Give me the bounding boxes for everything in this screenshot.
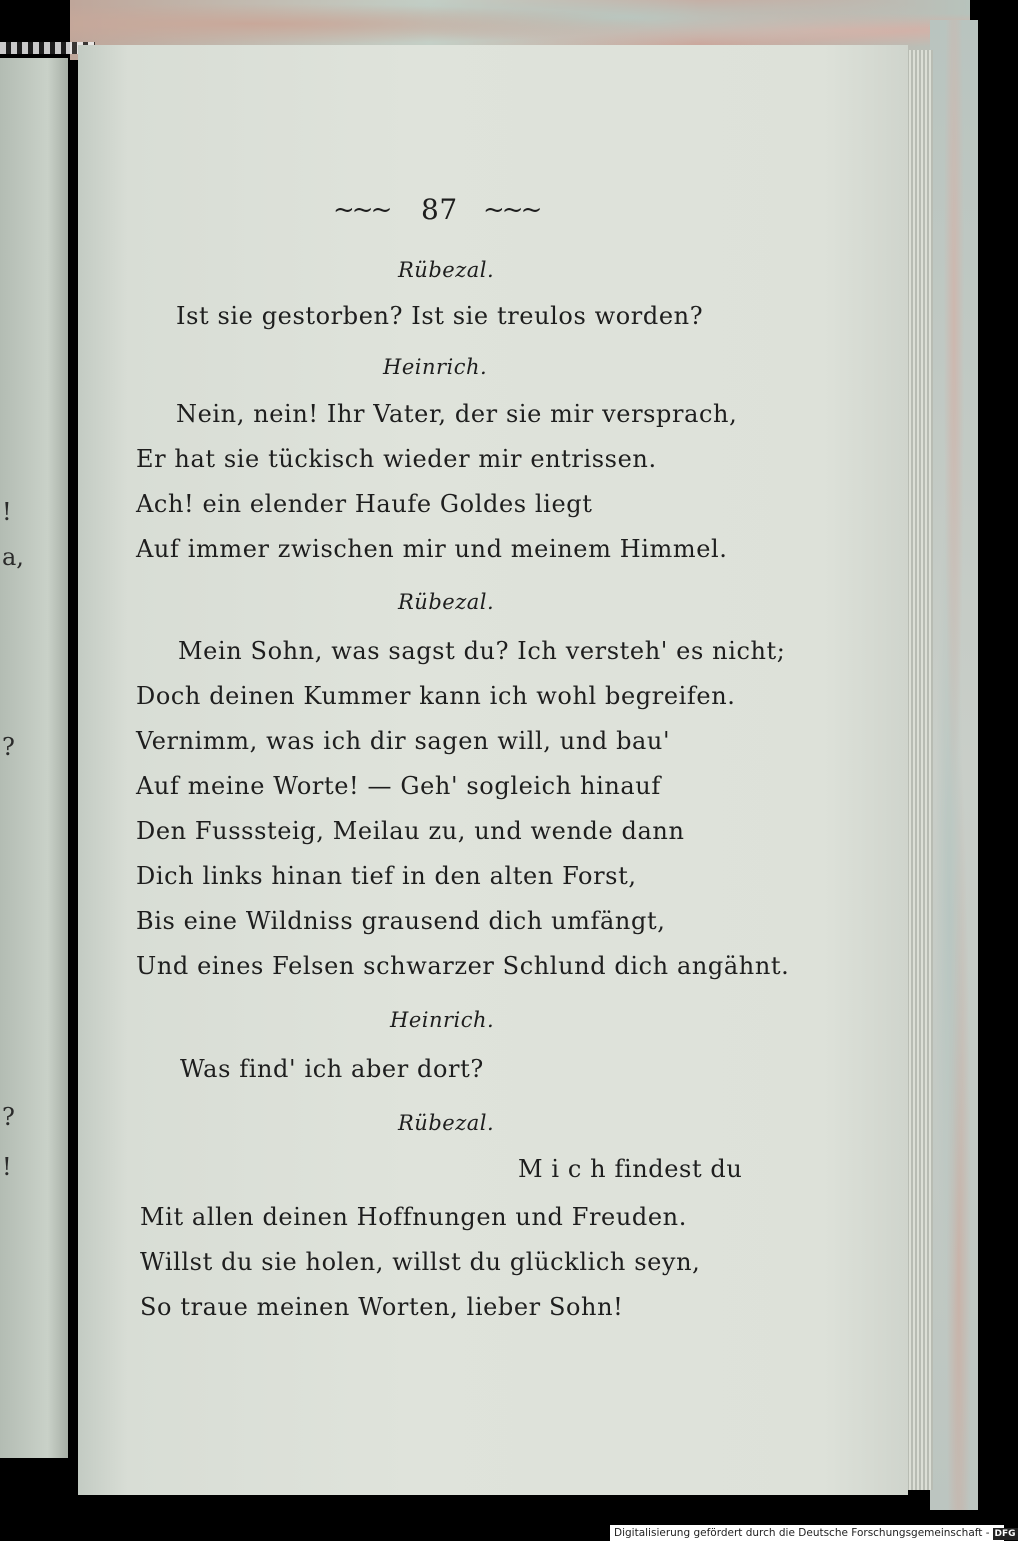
marbled-cover-right (930, 20, 978, 1510)
verse-line: Willst du sie holen, willst du glücklich seyn, (140, 1248, 701, 1276)
page-number: 87 (421, 193, 458, 226)
verse-line: Doch deinen Kummer kann ich wohl begreifen. (136, 682, 736, 710)
left-page-char: ! (2, 1153, 12, 1181)
ornament-right: ~~~ (483, 195, 540, 225)
credit-text: Digitalisierung gefördert durch die Deutsche Forschungsgemeinschaft - (614, 1527, 990, 1539)
page-fore-edge (905, 50, 933, 1490)
verse-line: Dich links hinan tief in den alten Forst, (136, 862, 637, 890)
verse-line: Nein, nein! Ihr Vater, der sie mir versprach, (176, 400, 738, 428)
verse-line: Auf meine Worte! — Geh' sogleich hinauf (136, 772, 661, 800)
speaker-name: Rübezal. (398, 258, 495, 282)
ornament-left: ~~~ (333, 195, 390, 225)
left-page-char: ! (2, 498, 12, 526)
book-page (78, 45, 908, 1495)
verse-line: So traue meinen Worten, lieber Sohn! (140, 1293, 624, 1321)
verse-line: Mit allen deinen Hoffnungen und Freuden. (140, 1203, 687, 1231)
left-page-char: a, (2, 543, 24, 571)
verse-line: Mein Sohn, was sagst du? Ich versteh' es nicht; (178, 637, 786, 665)
dfg-logo: DFG (994, 1529, 1016, 1539)
verse-line: Er hat sie tückisch wieder mir entrissen. (136, 445, 657, 473)
speaker-name: Rübezal. (398, 590, 495, 614)
verse-line: Bis eine Wildniss grausend dich umfängt, (136, 907, 666, 935)
speaker-name: Rübezal. (398, 1111, 495, 1135)
verse-line: Vernimm, was ich dir sagen will, und bau' (136, 727, 671, 755)
left-page-char: ? (2, 733, 15, 761)
verse-line: Auf immer zwischen mir und meinem Himmel. (136, 535, 728, 563)
speaker-name: Heinrich. (383, 355, 488, 379)
left-page-char: ? (2, 1103, 15, 1131)
verse-line: Und eines Felsen schwarzer Schlund dich angähnt. (136, 952, 790, 980)
previous-page-sliver (0, 58, 68, 1458)
verse-line: Was find' ich aber dort? (180, 1055, 484, 1083)
verse-line: Den Fusssteig, Meilau zu, und wende dann (136, 817, 685, 845)
speaker-name: Heinrich. (390, 1008, 495, 1032)
verse-line: M i c h findest du (518, 1155, 743, 1183)
digitization-credit (610, 1525, 1016, 1541)
verse-line: Ist sie gestorben? Ist sie treulos worden? (176, 302, 704, 330)
verse-line: Ach! ein elender Haufe Goldes liegt (136, 490, 593, 518)
